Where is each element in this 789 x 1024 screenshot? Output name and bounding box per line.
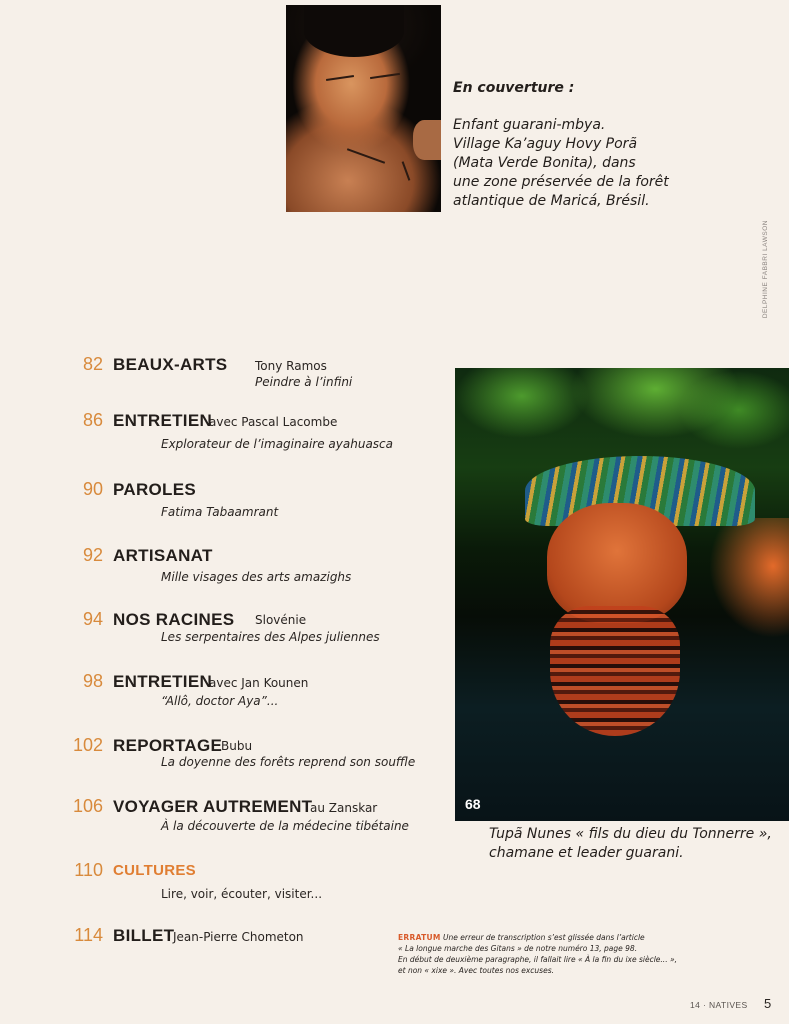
toc-subtitle: À la découverte de la médecine tibétaine	[161, 819, 409, 833]
toc-page-number: 102	[72, 735, 103, 755]
toc-section: BILLET	[113, 926, 175, 945]
toc-page-number: 110	[74, 860, 103, 880]
toc-subtitle: “Allô, doctor Aya”...	[161, 694, 279, 708]
feature-caption-line: chamane et leader guarani.	[489, 845, 684, 861]
erratum-line: et non « xixe ». Avec toutes nos excuses.	[398, 966, 554, 975]
toc-subtitle: La doyenne des forêts reprend son souffle	[161, 755, 416, 769]
toc-page-number: 106	[72, 796, 103, 816]
toc-page-number: 94	[82, 609, 103, 629]
toc-section: CULTURES	[113, 862, 196, 879]
toc-page-number: 82	[82, 354, 103, 374]
toc-section: PAROLES	[113, 480, 197, 499]
toc-inline: Tony Ramos	[255, 359, 327, 373]
toc-section: NOS RACINES	[113, 610, 235, 629]
cover-caption-line: une zone préservée de la forêt	[453, 174, 669, 190]
toc-page-number: 90	[82, 479, 103, 499]
feature-caption-line: Tupã Nunes « fils du dieu du Tonnerre »,	[489, 826, 772, 842]
toc-subtitle: Lire, voir, écouter, visiter...	[161, 887, 323, 901]
toc-section: ARTISANAT	[113, 546, 213, 565]
feature-caption	[489, 825, 779, 863]
erratum-line: En début de deuxième paragraphe, il fallait lire « À la fin du ixe siècle... »,	[398, 955, 677, 964]
toc-section: ENTRETIEN	[113, 672, 213, 691]
toc-page-number: 98	[82, 671, 103, 691]
toc-subtitle: Mille visages des arts amazighs	[161, 570, 352, 584]
toc-subtitle: Peindre à l’infini	[255, 375, 353, 389]
erratum	[398, 932, 718, 976]
toc-section: BEAUX-ARTS	[113, 355, 228, 374]
cover-caption-line: Village Ka’aguy Hovy Porã	[453, 136, 638, 152]
cover-caption-line: atlantique de Maricá, Brésil.	[453, 193, 650, 209]
feature-photo[interactable]	[455, 368, 789, 821]
cover-heading: En couverture :	[453, 80, 575, 96]
feature-page-ref: 68	[465, 796, 481, 812]
erratum-line: Une erreur de transcription s’est glissée dans l’article	[440, 933, 645, 942]
toc-section: ENTRETIEN	[113, 411, 213, 430]
toc-inline: au Zanskar	[310, 801, 378, 815]
toc-section: REPORTAGE	[113, 736, 223, 755]
toc-inline: Slovénie	[255, 613, 307, 627]
toc-inline: avec Jan Kounen	[209, 676, 309, 690]
toc-subtitle: Fatima Tabaamrant	[161, 505, 279, 519]
toc-inline: Jean-Pierre Chometon	[173, 930, 304, 944]
toc-inline: avec Pascal Lacombe	[209, 415, 338, 429]
toc-page-number: 92	[82, 545, 103, 565]
toc-subtitle: Explorateur de l’imaginaire ayahuasca	[161, 437, 393, 451]
cover-caption-line: Enfant guarani-mbya.	[453, 117, 606, 133]
cover-caption	[453, 79, 713, 211]
erratum-label: ERRATUM	[398, 933, 441, 942]
toc-subtitle: Les serpentaires des Alpes juliennes	[161, 630, 380, 644]
toc-inline: Bubu	[221, 739, 253, 753]
toc-section: VOYAGER AUTREMENT	[113, 797, 313, 816]
issue-label: 14 · NATIVES	[690, 1000, 748, 1010]
cover-caption-line: (Mata Verde Bonita), dans	[453, 155, 636, 171]
toc-page-number: 86	[82, 410, 103, 430]
photo-credit: DELPHINE FABBRI LAWSON	[762, 220, 769, 319]
erratum-line: « La longue marche des Gitans » de notre numéro 13, page 98.	[398, 944, 638, 953]
page-number: 5	[764, 996, 772, 1011]
toc-page-number: 114	[74, 925, 103, 945]
cover-photo	[286, 5, 441, 212]
